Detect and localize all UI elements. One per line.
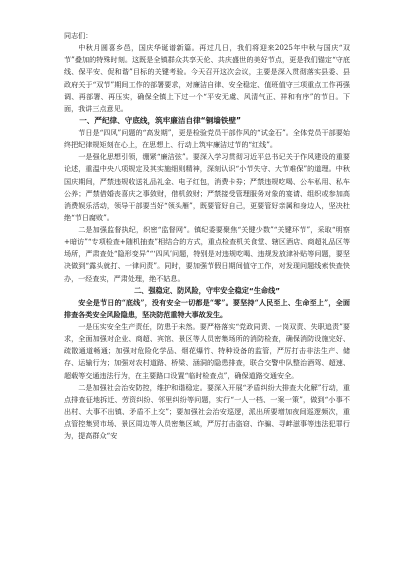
- section-1-lead: 节日是“四风”问题的“高发期”，更是检验党员干部作风的“试金石”。全体党员干部要始终把纪律规矩刻在心上，在思想上、行动上筑牢廉洁过节的“红线”。: [64, 128, 350, 150]
- section-2-paragraph-2: 二是加强社会治安防控，维护和谐稳定。要深入开展“矛盾纠纷大排查大化解”行动，重点排查征地拆迁、劳资纠纷、邻里纠纷等问题，实行“一人一档、一案一策”，做到“小事不出村、大事不出镇、矛盾不上交”；要加强社会治安巡逻，派出所要增加夜间巡逻频次，重点管控集贸市场、景区周边等人员密集区域，严厉打击盗窃、诈骗、寻衅滋事等违法犯罪行为，提高群众“安: [64, 382, 350, 441]
- section-2-paragraph-1: 一是压实安全生产责任，防患于未然。要严格落实“党政同责、一岗双责、失职追责”要求，全面加强对企业、商超、宾馆、景区等人员密集场所的消防检查，确保消防设施完好、疏散通道畅通；加强对危险化学品、烟花爆竹、特种设备的监管，严厉打击非法生产、储存、运输行为；加强对农村道路、桥梁、涵洞的隐患排查，联合交警中队整治酒驾、超速、超载等交通违法行为，在主要路口设置“临时检查点”，确保道路交通安全。: [64, 322, 350, 380]
- salutation: 同志们：: [64, 31, 93, 40]
- intro-paragraph: 中秋月圆喜乡邑，国庆华诞谱新篇。再过几日，我们将迎来2025年中秋与国庆“双节”叠加的特殊时刻。这既是全镇群众共享天伦、共庆盛世的美好节点，更是我们锚定“守底线、保平安、促和谐”目标的关键考验。今天召开这次会议，主要是深入贯彻落实县委、县政府关于“双节”期间工作的部署要求，对廉洁自律、安全稳定、值班值守三项重点工作再强调、再部署、再压实，确保全镇上下过一个“平安无虞、风清气正、祥和有序”的节日。下面，我讲三点意见。: [64, 43, 350, 113]
- section-2-lead: 安全是节日的“底线”，没有安全一切都是“零”。要坚持“人民至上、生命至上”，全面排查各类安全风险隐患，坚决防范重特大事故发生。: [64, 297, 350, 319]
- section-1-paragraph-1: 一是强化思想引领，绷紧“廉洁弦”。要深入学习贯彻习近平总书记关于作风建设的重要论述，重温中央八项规定及其实施细则精神，深刻认识“小节失守、大节难保”的道理。中秋国庆期间，严禁违规收送礼品礼金、电子红包，消费卡券；严禁违规吃喝、公车私用、私车公养；严禁借婚丧喜庆之事敛财，借机敛财；严禁接受管理服务对象的宴请、组织或参加高消费娱乐活动，领导干部要当好“领头雁”，既要管好自己，更要管好亲属和身边人，坚决杜绝“节日腐败”。: [64, 152, 350, 222]
- section-heading-2: 二、强稳定、防风险，守牢安全稳定“生命线”: [133, 285, 280, 295]
- section-1-paragraph-2: 二是加强监督执纪，织密“监督网”。镇纪委要聚焦“关键少数”“关键环节”，采取“明察+暗访”“专项检查+随机抽查”相结合的方式，重点检查机关食堂、辖区酒店、商超礼品区等场所，严肃查处“隐形变异”“‘四风’问题，特别是对违规吃喝、违规发放津补贴等问题，要坚决做到“露头就打、一律问责”。同时，要加强节假日期间值守工作，对发现问题线索快查快办，一经查实，严肃处理，绝不姑息。: [64, 225, 350, 283]
- section-heading-1: 一、严纪律、守底线，筑牢廉洁自律“铜墙铁壁”: [79, 115, 242, 125]
